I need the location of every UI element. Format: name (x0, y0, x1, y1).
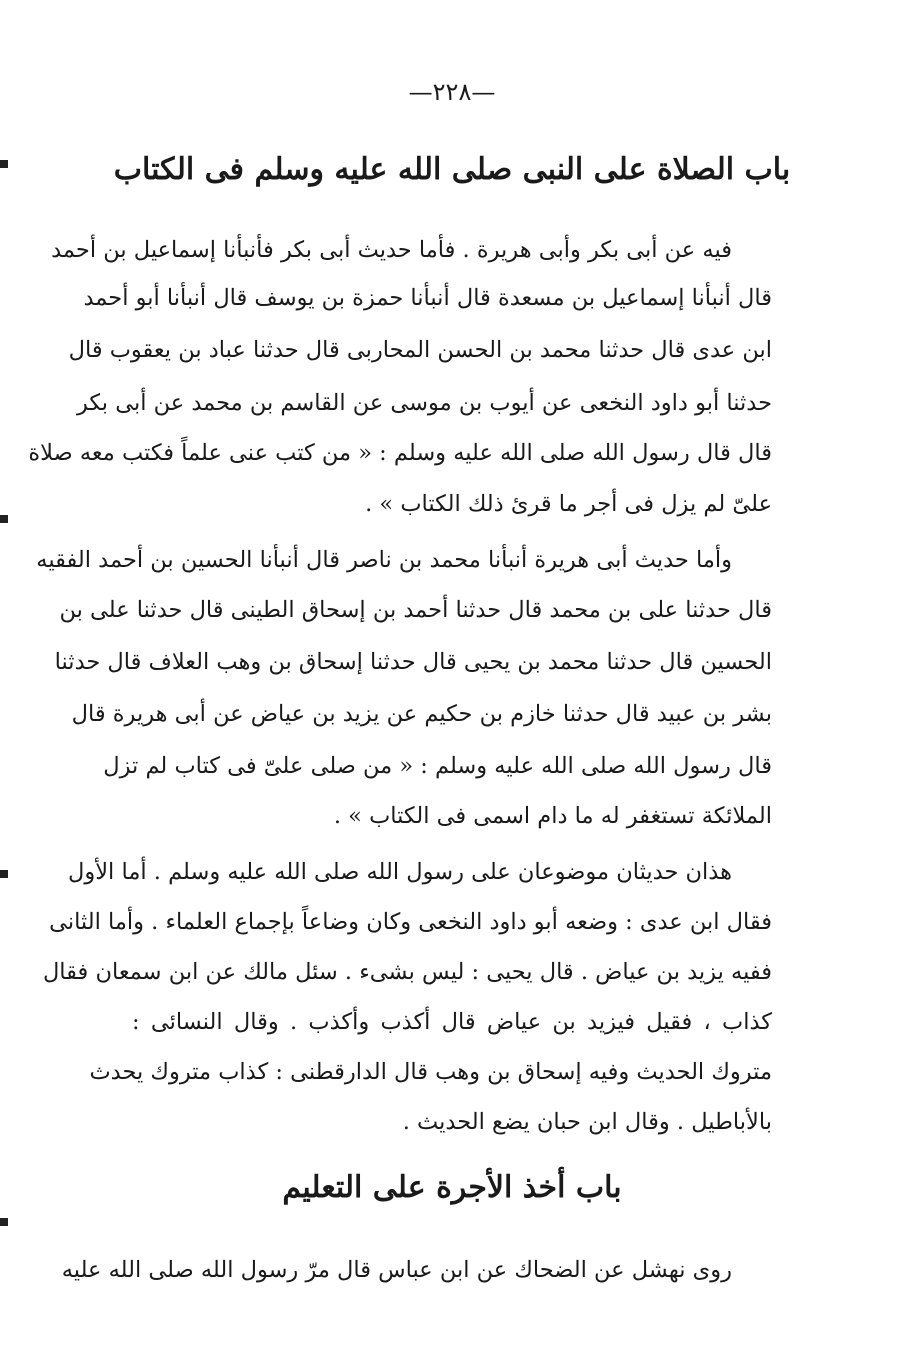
paragraph-3-line-1: هذان حديثان موضوعان على رسول الله صلى الله عليه وسلم . أما الأول (68, 859, 732, 885)
page-number: —٢٢٨— (408, 78, 496, 106)
paragraph-1-line-4: حدثنا أبو داود النخعى عن أيوب بن موسى عن القاسم بن محمد عن أبى بكر (76, 390, 772, 416)
paragraph-2-line-1: وأما حديث أبى هريرة أنبأنا محمد بن ناصر قال أنبأنا الحسين بن أحمد الفقيه (36, 547, 732, 573)
paragraph-3-line-2: فقال ابن عدى : وضعه أبو داود النخعى وكان وضاعاً بإجماع العلماء . وأما الثانى (49, 909, 772, 935)
paragraph-3-line-6: بالأباطيل . وقال ابن حبان يضع الحديث . (402, 1109, 772, 1135)
paragraph-2-line-5: قال رسول الله صلى الله عليه وسلم : « من صلى علىّ فى كتاب لم تزل (103, 753, 772, 779)
paragraph-1-line-5: قال قال رسول الله صلى الله عليه وسلم : « من كتب عنى علماً فكتب معه صلاة (28, 440, 772, 466)
paragraph-3-line-3: ففيه يزيد بن عياض . قال يحيى : ليس بشىء . سئل مالك عن ابن سمعان فقال (42, 959, 772, 985)
margin-mark (0, 160, 8, 168)
paragraph-3-line-5: متروك الحديث وفيه إسحاق بن وهب قال الدارقطنى : كذاب متروك يحدث (89, 1059, 772, 1085)
paragraph-2-line-3: الحسين قال حدثنا محمد بن يحيى قال حدثنا إسحاق بن وهب العلاف قال حدثنا (54, 649, 772, 675)
section-heading-1: باب الصلاة على النبى صلى الله عليه وسلم فى الكتاب (113, 152, 791, 187)
paragraph-1-line-6: علىّ لم يزل فى أجر ما قرئ ذلك الكتاب » . (365, 491, 772, 517)
paragraph-2-line-6: الملائكة تستغفر له ما دام اسمى فى الكتاب » . (333, 803, 772, 829)
paragraph-1-line-3: ابن عدى قال حدثنا محمد بن الحسن المحاربى قال حدثنا عباد بن يعقوب قال (68, 337, 772, 363)
paragraph-1-line-1: فيه عن أبى بكر وأبى هريرة . فأما حديث أبى بكر فأنبأنا إسماعيل بن أحمد (51, 237, 732, 263)
paragraph-2-line-2: قال حدثنا على بن محمد قال حدثنا أحمد بن إسحاق الطينى قال حدثنا على بن (59, 597, 772, 623)
margin-mark (0, 1218, 8, 1226)
paragraph-3-line-4: كذاب ، فقيل فيزيد بن عياض قال أكذب وأكذب . وقال النسائى : (132, 1009, 772, 1035)
final-line: روى نهشل عن الضحاك عن ابن عباس قال مرّ رسول الله صلى الله عليه (61, 1257, 732, 1283)
section-heading-2: باب أخذ الأجرة على التعليم (282, 1170, 622, 1205)
margin-mark (0, 515, 8, 523)
margin-mark (0, 870, 8, 878)
paragraph-1-line-2: قال أنبأنا إسماعيل بن مسعدة قال أنبأنا حمزة بن يوسف قال أنبأنا أبو أحمد (83, 285, 772, 311)
paragraph-2-line-4: بشر بن عبيد قال حدثنا خازم بن حكيم عن يزيد بن عياض عن أبى هريرة قال (71, 701, 772, 727)
